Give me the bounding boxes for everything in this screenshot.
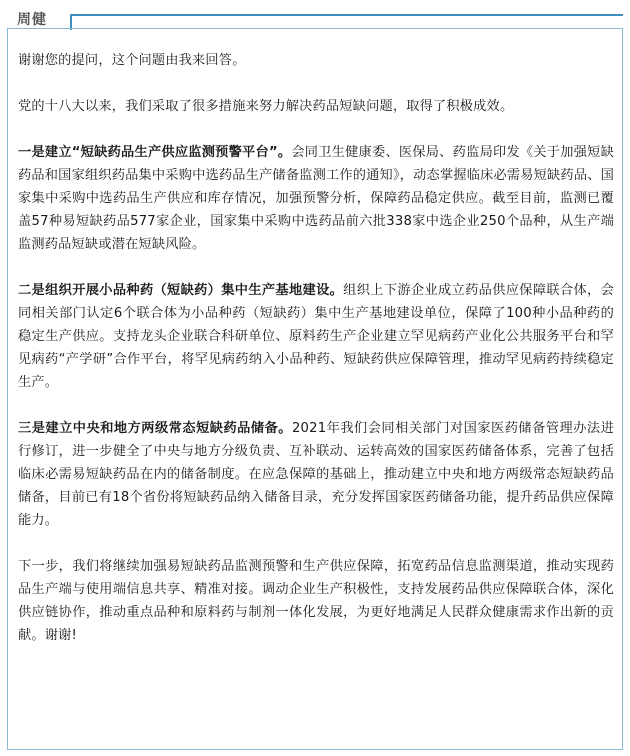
answer-content <box>18 49 614 670</box>
speaker-name: 周健 <box>17 12 47 28</box>
paragraph-6 <box>18 555 614 647</box>
header-rule <box>70 14 623 16</box>
paragraph-1 <box>18 49 614 72</box>
paragraph-lead: 二是组织开展小品种药（短缺药）集中生产基地建设。 <box>18 283 344 298</box>
paragraph-lead: 三是建立中央和地方两级常态短缺药品储备。 <box>18 421 292 436</box>
paragraph-body: 会同卫生健康委、医保局、药监局印发《关于加强短缺药品和国家组织药品集中采购中选药品生产储备监测工作的通知》，动态掌握临床必需易短缺药品、国家集中采购中选药品生产供应和库存情况，加强预警分析，保障药品稳定供应。截至目前，监测已覆盖57种易短缺药品577家企业，国家集中采购中选药品前六批338家中选企业250个品种，从生产端监测药品短缺或潜在短缺风险。 <box>18 145 614 252</box>
paragraph-4 <box>18 279 614 394</box>
paragraph-body: 组织上下游企业成立药品供应保障联合体，会同相关部门认定6个联合体为小品种药（短缺药）集中生产基地建设单位，保障了100种小品种药的稳定生产供应。支持龙头企业联合科研单位、原料药生产企业建立罕见病药产业化公共服务平台和罕见病药“产学研”合作平台，将罕见病药纳入小品种药、短缺药供应保障管理，推动罕见病药持续稳定生产。 <box>18 283 614 390</box>
paragraph-body: 党的十八大以来，我们采取了很多措施来努力解决药品短缺问题，取得了积极成效。 <box>18 99 514 114</box>
paragraph-5 <box>18 417 614 532</box>
paragraph-lead: 一是建立“短缺药品生产供应监测预警平台”。 <box>18 145 292 160</box>
paragraph-body: 2021年我们会同相关部门对国家医药储备管理办法进行修订，进一步健全了中央与地方分级负责、互补联动、运转高效的国家医药储备体系，完善了包括临床必需易短缺药品在内的储备制度。在应急保障的基础上，推动建立中央和地方两级常态短缺药品储备，目前已有18个省份将短缺药品纳入储备目录，充分发挥国家医药储备功能，提升药品供应保障能力。 <box>18 421 614 528</box>
paragraph-body: 谢谢您的提问，这个问题由我来回答。 <box>18 53 246 68</box>
paragraph-2 <box>18 95 614 118</box>
paragraph-3 <box>18 141 614 256</box>
paragraph-body: 下一步，我们将继续加强易短缺药品监测预警和生产供应保障，拓宽药品信息监测渠道，推动实现药品生产端与使用端信息共享、精准对接。调动企业生产积极性，支持发展药品供应保障联合体，深化供应链协作，推动重点品种和原料药与制剂一体化发展，为更好地满足人民群众健康需求作出新的贡献。谢谢! <box>18 559 614 643</box>
